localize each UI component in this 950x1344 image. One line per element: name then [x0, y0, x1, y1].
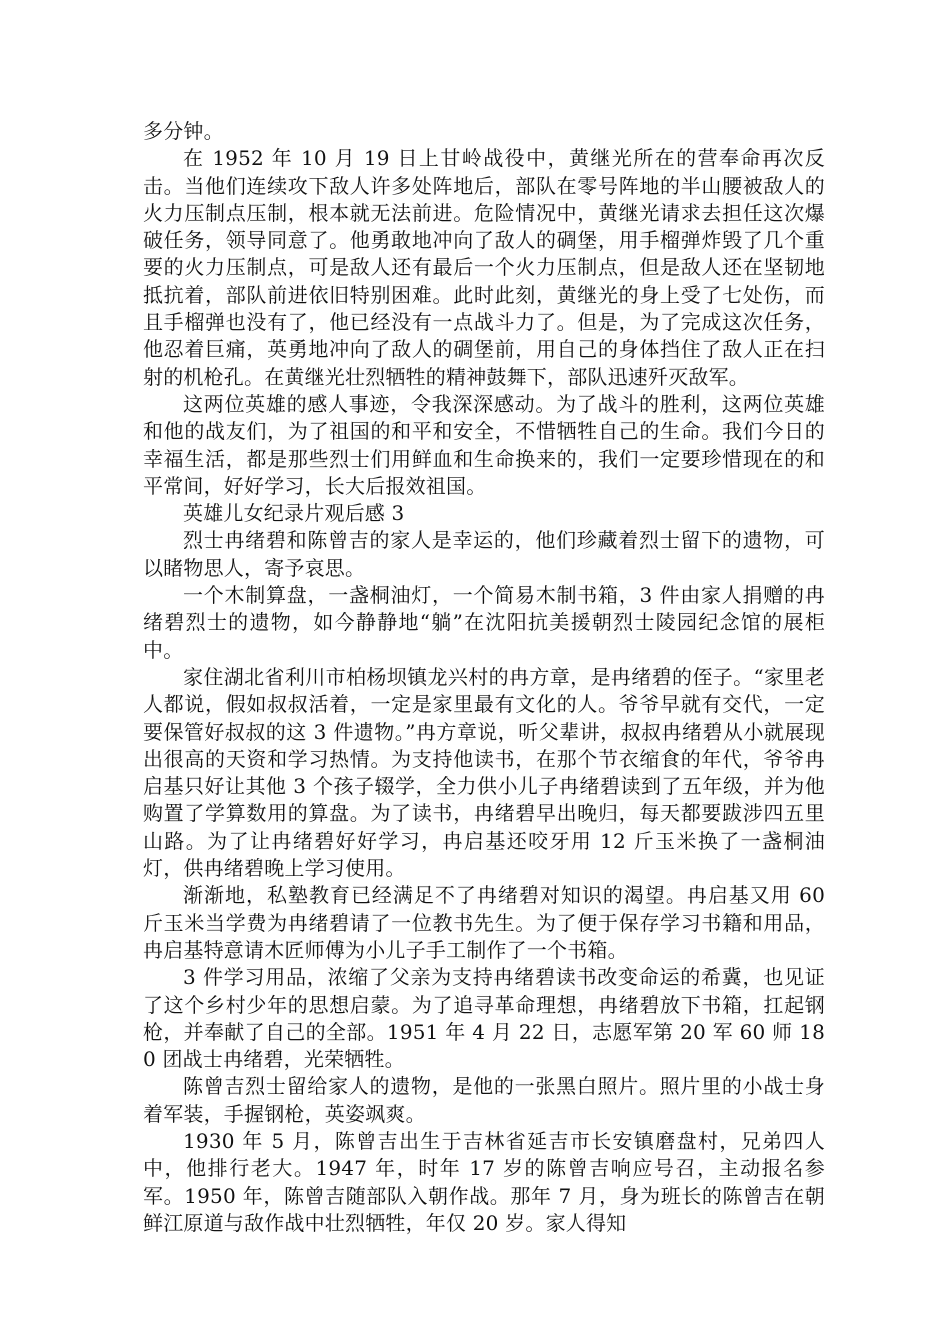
paragraph-7: 家住湖北省利川市柏杨坝镇龙兴村的冉方章，是冉绪碧的侄子。“家里老人都说，假如叔叔活着，一定是家里最有文化的人。爷爷早就有交代，一定要保管好叔叔的这 3 件遗物。”冉方章说，听父辈讲，叔叔冉绪碧从小就展现出很高的天资和学习热情。为支持他读书，在那个节衣缩食的年代，爷爷冉启基只好让其他 3 个孩子辍学，全力供小儿子冉绪碧读到了五年级，并为他购置了学算数用的算盘。为了读书，冉绪碧早出晚归，每天都要跋涉四五里山路。为了让冉绪碧好好学习，冉启基还咬牙用 12 斤玉米换了一盏桐油灯，供冉绪碧晚上学习使用。 [143, 664, 825, 881]
document-page [143, 118, 825, 1237]
paragraph-8: 渐渐地，私塾教育已经满足不了冉绪碧对知识的渴望。冉启基又用 60 斤玉米当学费为冉绪碧请了一位教书先生。为了便于保存学习书籍和用品，冉启基特意请木匠师傅为小儿子手工制作了一个书箱。 [143, 883, 825, 962]
paragraph-11: 1930 年 5 月，陈曾吉出生于吉林省延吉市长安镇磨盘村，兄弟四人中，他排行老大。1947 年，时年 17 岁的陈曾吉响应号召，主动报名参军。1950 年，陈曾吉随部队入朝作战。那年 7 月，身为班长的陈曾吉在朝鲜江原道与敌作战中壮烈牺牲，年仅 20 岁。家人得知 [143, 1128, 825, 1235]
paragraph-2: 在 1952 年 10 月 19 日上甘岭战役中，黄继光所在的营奉命再次反击。当他们连续攻下敌人许多处阵地后，部队在零号阵地的半山腰被敌人的火力压制点压制，根本就无法前进。危险情况中，黄继光请求去担任这次爆破任务，领导同意了。他勇敢地冲向了敌人的碉堡，用手榴弹炸毁了几个重要的火力压制点，可是敌人还有最后一个火力压制点，但是敌人还在坚韧地抵抗着，部队前进依旧特别困难。此时此刻，黄继光的身上受了七处伤，而且手榴弹也没有了，他已经没有一点战斗力了。但是，为了完成这次任务，他忍着巨痛，英勇地冲向了敌人的碉堡前，用自己的身体挡住了敌人正在扫射的机枪孔。在黄继光壮烈牺牲的精神鼓舞下，部队迅速歼灭敌军。 [143, 146, 825, 389]
paragraph-5: 烈士冉绪碧和陈曾吉的家人是幸运的，他们珍藏着烈士留下的遗物，可以睹物思人，寄予哀思。 [143, 528, 825, 580]
paragraph-1: 多分钟。 [143, 119, 224, 143]
paragraph-10: 陈曾吉烈士留给家人的遗物，是他的一张黑白照片。照片里的小战士身着军装，手握钢枪，英姿飒爽。 [143, 1074, 825, 1126]
paragraph-9: 3 件学习用品，浓缩了父亲为支持冉绪碧读书改变命运的希冀，也见证了这个乡村少年的思想启蒙。为了追寻革命理想，冉绪碧放下书箱，扛起钢枪，并奉献了自己的全部。1951 年 4 月 22 日，志愿军第 20 军 60 师 180 团战士冉绪碧，光荣牺牲。 [143, 965, 825, 1072]
section-heading: 英雄儿女纪录片观后感 3 [183, 501, 405, 526]
paragraph-3: 这两位英雄的感人事迹，令我深深感动。为了战斗的胜利，这两位英雄和他的战友们，为了祖国的和平和安全，不惜牺牲自己的生命。我们今日的幸福生活，都是那些烈士们用鲜血和生命换来的，我们一定要珍惜现在的和平常间，好好学习，长大后报效祖国。 [143, 391, 825, 498]
paragraph-6: 一个木制算盘，一盏桐油灯，一个简易木制书箱，3 件由家人捐赠的冉绪碧烈士的遗物，如今静静地“躺”在沈阳抗美援朝烈士陵园纪念馆的展柜中。 [143, 583, 825, 662]
